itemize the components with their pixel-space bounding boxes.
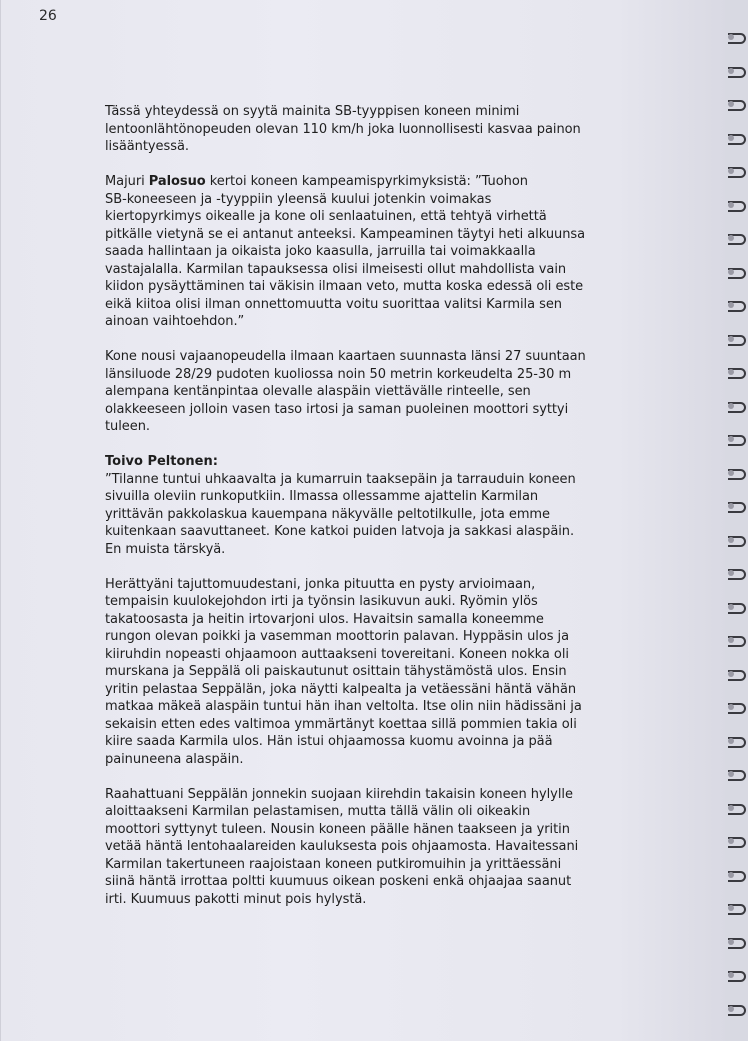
text-line: painuneena alaspäin.	[105, 751, 244, 767]
paragraph	[105, 348, 610, 436]
binding-ring	[726, 166, 748, 176]
text-line: sekaisin etten edes valtimoa ymmärtänyt koettaa sillä pommien takia oli	[105, 716, 577, 732]
text-line: tempaisin kuulokejohdon irti ja työnsin lasikuvun auki. Ryömin ylös	[105, 594, 538, 609]
bold-name: Palosuo	[148, 174, 206, 189]
text-line: lentoonlähtönopeuden olevan 110 km/h joka luonnollisesti kasvaa painon	[105, 121, 581, 137]
binding-ring	[726, 133, 748, 143]
binding-ring	[726, 970, 748, 980]
text-line: ”Tilanne tuntui uhkaavalta ja kumarruin taaksepäin ja tarrauduin koneen	[105, 471, 576, 487]
text-line: eikä kiitoa olisi ilman onnettomuutta voitu suorittaa valitsi Karmila sen	[105, 296, 562, 312]
text-line: yritin pelastaa Seppälän, joka näytti kalpealta ja vetäessäni häntä vähän	[105, 681, 577, 697]
binding-ring	[726, 736, 748, 746]
section-heading: Toivo Peltonen:	[105, 454, 218, 469]
text-line: irti. Kuumuus pakotti minut pois hylystä.	[105, 891, 367, 907]
binding-ring	[726, 870, 748, 880]
paragraph	[105, 103, 610, 156]
text-line: Karmilan takertuneen raajoistaan koneen putkiromuihin ja yrittäessäni	[105, 856, 562, 872]
text-line: aloittaakseni Karmilan pelastamisen, mutta tällä välin oli oikeakin	[105, 804, 531, 819]
binding-ring	[726, 535, 748, 545]
binding-ring	[726, 937, 748, 947]
text-line: vastajalalla. Karmilan tapauksessa olisi ilmeisesti ollut mahdollista vain	[105, 261, 567, 277]
text-line: kiidon pysäyttäminen tai väkisin ilmaan veto, mutta koska edessä oli este	[105, 279, 584, 294]
binding-ring	[726, 803, 748, 813]
text-line: kiertopyrkimys oikealle ja kone oli senlaatuinen, että tehtyä virhettä	[105, 209, 547, 224]
text-line: Herättyäni tajuttomuudestani, jonka pituutta en pysty arvioimaan,	[105, 576, 536, 592]
text-line: moottori syttynyt tuleen. Nousin koneen päälle hänen taakseen ja yritin	[105, 821, 570, 837]
paragraph	[105, 576, 610, 769]
paragraph	[105, 173, 610, 331]
binding-ring	[726, 568, 748, 578]
text-line: Majuri Palosuo kertoi koneen kampeamispyrkimyksistä: ”Tuohon	[105, 174, 528, 189]
text-line: takatoosasta ja heitin irtovarjoni ulos. Havaitsin samalla koneemme	[105, 611, 544, 627]
text-line: yrittävän pakkolaskua kauempana näkyvälle peltotilkulle, jota emme	[105, 506, 550, 522]
text-line: tuleen.	[105, 419, 150, 434]
text-line: sivuilla oleviin runkoputkiin. Ilmassa ollessamme ajattelin Karmilan	[105, 489, 539, 504]
text-line: Raahattuani Seppälän jonnekin suojaan kiirehdin takaisin koneen hylylle	[105, 786, 573, 802]
text-line: olakkeeseen jolloin vasen taso irtosi ja saman puoleinen moottori syttyi	[105, 401, 569, 417]
body-text	[105, 103, 610, 926]
binding-ring	[726, 669, 748, 679]
text-line: ainoan vaihtoehdon.”	[105, 314, 245, 329]
text-line: matkaa mäkeä alaspäin tuntui hän ihan veltolta. Itse olin niin hädissäni ja	[105, 699, 582, 714]
binding-ring	[726, 702, 748, 712]
binding-ring	[726, 66, 748, 76]
text-line: rungon olevan poikki ja vasemman moottorin palavan. Hyppäsin ulos ja	[105, 629, 570, 644]
text-line: murskana ja Seppälä oli paiskautunut osittain tähystämöstä ulos. Ensin	[105, 664, 567, 679]
binding-ring	[726, 334, 748, 344]
binding-ring	[726, 602, 748, 612]
text-line: kiire saada Karmila ulos. Hän istui ohjaamossa kuomu avoinna ja pää	[105, 734, 553, 749]
text-line: kuitenkaan saavuttaneet. Kone katkoi puiden latvoja ja sakkasi alaspäin.	[105, 524, 575, 539]
binding-ring	[726, 99, 748, 109]
text-line: Tässä yhteydessä on syytä mainita SB-tyyppisen koneen minimi	[105, 104, 520, 119]
spiral-binding	[722, 0, 748, 1041]
text-line: Kone nousi vajaanopeudella ilmaan kaartaen suunnasta länsi 27 suuntaan	[105, 349, 586, 364]
binding-ring	[726, 501, 748, 511]
binding-ring	[726, 1004, 748, 1014]
paragraph	[105, 453, 610, 558]
binding-ring	[726, 367, 748, 377]
binding-ring	[726, 200, 748, 210]
binding-ring	[726, 233, 748, 243]
text-line: siinä häntä irrottaa poltti kuumuus oikean poskeni enkä ohjaajaa saanut	[105, 874, 572, 889]
binding-ring	[726, 903, 748, 913]
text-line: SB-koneeseen ja -tyyppiin yleensä kuului jotenkin voimakas	[105, 191, 492, 207]
binding-ring	[726, 401, 748, 411]
binding-ring	[726, 635, 748, 645]
text-line: alempana kentänpintaa olevalle alaspäin viettävälle rinteelle, sen	[105, 384, 531, 399]
text-line: saada hallintaan ja oikaista joko kaasulla, jarruilla tai voimakkaalla	[105, 244, 536, 259]
binding-ring	[726, 300, 748, 310]
binding-ring	[726, 836, 748, 846]
page-number: 26	[39, 8, 57, 24]
binding-ring	[726, 434, 748, 444]
text-line: lisääntyessä.	[105, 139, 189, 154]
text-line: vetää häntä lentohaalareiden kauluksesta pois ohjaamosta. Havaitessani	[105, 839, 579, 854]
text-line: En muista tärskyä.	[105, 541, 226, 557]
paragraph	[105, 786, 610, 909]
binding-ring	[726, 267, 748, 277]
binding-ring	[726, 32, 748, 42]
text-line: kiiruhdin nopeasti ohjaamoon auttaakseni tovereitani. Koneen nokka oli	[105, 646, 569, 662]
text-line: länsiluode 28/29 pudoten kuoliossa noin 50 metrin korkeudelta 25-30 m	[105, 366, 572, 382]
binding-ring	[726, 769, 748, 779]
text-line: pitkälle vietynä se ei antanut anteeksi. Kampeaminen täytyi heti alkuunsa	[105, 226, 586, 242]
binding-ring	[726, 468, 748, 478]
